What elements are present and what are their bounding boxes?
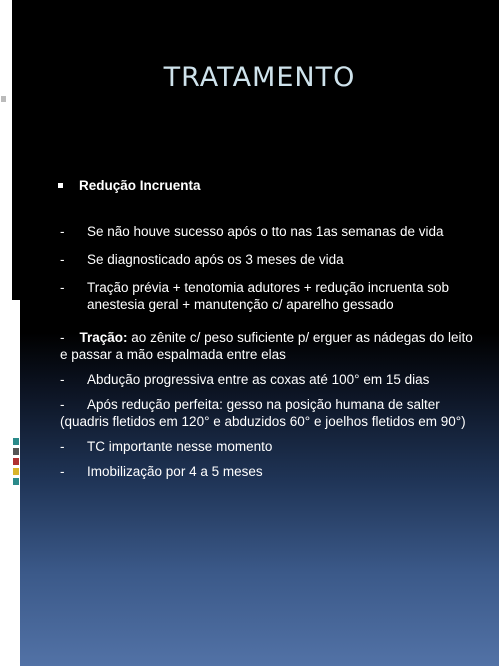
dash-marker: -: [60, 224, 65, 239]
wide-list-item-text: TC importante nesse momento: [87, 439, 273, 454]
list-item-text: Tração prévia + tenotomia adutores + redução incruenta sob anestesia geral + manutenção c/ aparelho gessado: [87, 280, 449, 312]
traction-label: Tração:: [79, 330, 128, 345]
list-item-text: Se diagnosticado após os 3 meses de vida: [87, 252, 344, 267]
dash-marker: -: [60, 372, 65, 387]
dash-marker: -: [60, 464, 65, 479]
decor-side-marks: [13, 438, 19, 488]
left-decor-strip: [0, 0, 20, 666]
wide-list-item-text: Imobilização por 4 a 5 meses: [87, 464, 263, 479]
wide-list-item-text: Abdução progressiva entre as coxas até 100° em 15 dias: [87, 372, 430, 387]
list-item: [60, 279, 480, 313]
wide-list-item-text: Após redução perfeita: gesso na posição humana de salter (quadris fletidos em 120° e abduzidos 60° e joelhos fletidos em 90°): [60, 397, 466, 429]
slide-content: [60, 177, 480, 488]
traction-text: ao zênite c/ peso suficiente p/ erguer as nádegas do leito e passar a mão espalmada entre elas: [60, 330, 473, 362]
heading-bullet-text: Redução Incruenta: [79, 178, 201, 193]
slide-title: TRATAMENTO: [163, 62, 356, 93]
wide-list-item: [60, 463, 480, 480]
wide-list-item: [60, 438, 480, 455]
decor-accent-bars: [1, 34, 6, 136]
heading-bullet-row: [58, 177, 480, 194]
list-item: [60, 223, 480, 240]
traction-paragraph: [60, 329, 480, 363]
dash-marker: -: [60, 280, 65, 295]
square-bullet-icon: [58, 183, 63, 188]
dash-marker: -: [60, 252, 65, 267]
wide-list-item: [60, 396, 480, 430]
dash-marker: -: [60, 397, 65, 412]
wide-list-item: [60, 371, 480, 388]
dash-marker: -: [60, 330, 65, 345]
list-item: [60, 251, 480, 268]
dash-marker: -: [60, 439, 65, 454]
list-item-text: Se não houve sucesso após o tto nas 1as semanas de vida: [87, 224, 444, 239]
decor-vertical-bar: [12, 0, 20, 300]
